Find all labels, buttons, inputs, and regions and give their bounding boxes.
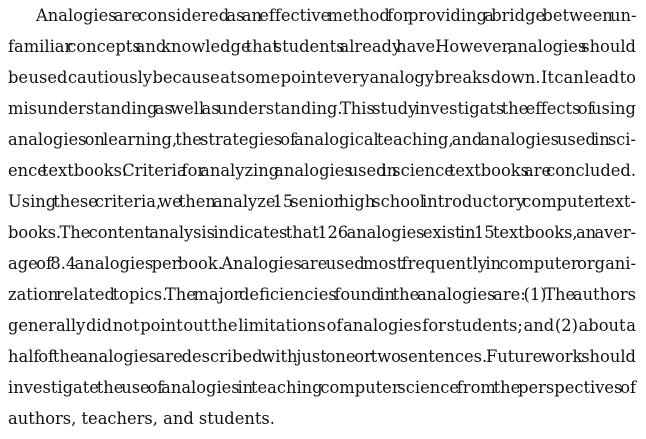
text-line: authors, teachers, and students.	[8, 409, 275, 428]
text-line: books. The content analysis indicates that 126 analogies exist in 15 textbooks, an aver-	[8, 223, 636, 242]
text-line: be used cautiously because at some point every analogy breaks down. It can lead to	[8, 68, 636, 87]
text-line: half of the analogies are described with just one or two sentences. Future work should	[8, 347, 636, 366]
text-line: ence textbooks. Criteria for analyzing analogies used in science textbooks are concluded.	[8, 161, 637, 180]
text-line: familiar concepts and knowledge that students already have. However, analogies should	[8, 37, 636, 56]
text-line: analogies on learning, the strategies of analogical teaching, and analogies used in sci-	[8, 130, 637, 149]
text-line: Analogies are considered as an effective method for providing a bridge between un-	[36, 6, 637, 25]
text-line: Using these criteria, we then analyze 15 senior high school introductory computer text-	[8, 192, 636, 211]
text-line: zation related topics. The major deficiencies found in the analogies are: (1) The authors	[8, 285, 637, 304]
text-line: age of 8.4 analogies per book. Analogies are used most frequently in computer organi-	[8, 254, 636, 273]
text-line: misunderstanding as well as understanding. This study investigats the effects of using	[8, 99, 636, 118]
text-line: generally did not point out the limitations of analogies for students; and (2) about a	[8, 316, 636, 335]
text-line: investigate the use of analogies in teaching computer science from the perspectives of	[8, 378, 637, 397]
